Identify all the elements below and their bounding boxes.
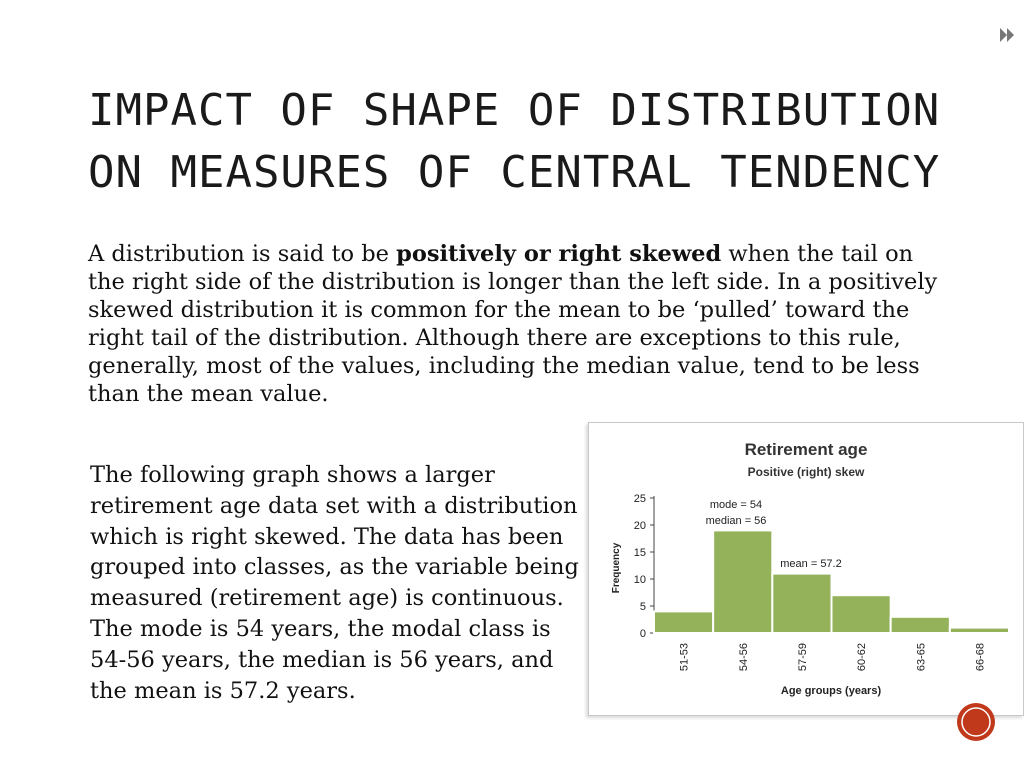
chart-canvas <box>589 423 1024 717</box>
para1-text-end: when the tail on the right side of the distribution is longer than the left side. In a positively skewed distribution it is common for the mean to be ‘pulled’ toward the right tail of the distribution. Although there are exceptions to this rule, generally, most of the values, including the median value, tend to be less than the mean value. <box>88 241 938 407</box>
chart-y-tick-label: 10 <box>633 574 646 586</box>
chart-x-tick-label: 57-59 <box>796 643 809 672</box>
slide-title: IMPACT OF SHAPE OF DISTRIBUTION ON MEASURES OF CENTRAL TENDENCY <box>88 85 941 198</box>
chart-bar-51-53 <box>654 611 713 633</box>
chart-x-tick-label: 51-53 <box>678 643 691 672</box>
retirement-age-chart <box>588 422 1024 716</box>
chart-bar-63-65 <box>891 617 950 633</box>
chart-subtitle: Positive (right) skew <box>747 465 865 479</box>
chart-annotation-mode: mode = 54 <box>709 499 763 511</box>
chart-annotation-median: median = 56 <box>705 515 767 527</box>
chart-title: Retirement age <box>744 440 868 459</box>
chart-x-tick-label: 63-65 <box>915 643 928 672</box>
para1-bold-term: positively or right skewed <box>396 241 722 267</box>
chart-x-tick-label: 54-56 <box>737 643 750 672</box>
skew-definition-paragraph <box>88 240 948 408</box>
corner-arrow-icon <box>1000 28 1016 42</box>
chart-bar-57-59 <box>772 574 831 633</box>
para1-text-start: A distribution is said to be <box>88 241 397 267</box>
chart-bar-54-56 <box>713 530 772 633</box>
chart-annotation-mean: mean = 57.2 <box>780 558 842 570</box>
chart-x-axis-label: Age groups (years) <box>780 685 882 697</box>
graph-description-paragraph: The following graph shows a larger retirement age data set with a distribution which is right skewed. The data has been grouped into classes, as the variable being measured (retirement age) is continuous. The mode is 54 years, the modal class is 54-56 years, the median is 56 years, and the mean is 57.2 years. <box>90 462 579 704</box>
chart-bar-66-68 <box>950 628 1009 633</box>
chart-y-tick-label: 0 <box>639 628 646 640</box>
chart-bar-60-62 <box>832 595 891 633</box>
decorative-circle-icon <box>956 702 996 742</box>
chart-y-axis-label: Frequency <box>611 542 622 594</box>
chart-x-tick-label: 66-68 <box>974 643 987 672</box>
chart-y-tick-label: 25 <box>633 493 646 505</box>
chart-y-tick-label: 20 <box>633 520 646 532</box>
chart-y-tick-label: 15 <box>633 547 646 559</box>
chart-y-tick-label: 5 <box>639 601 646 613</box>
chart-x-tick-label: 60-62 <box>856 643 869 672</box>
